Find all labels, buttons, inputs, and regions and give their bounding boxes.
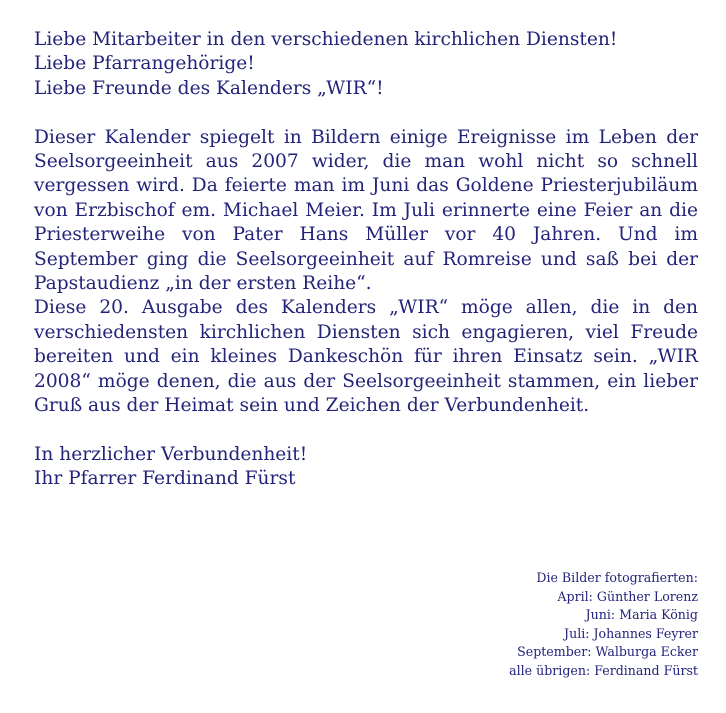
paragraph-spacer xyxy=(34,101,698,125)
photo-credit-line: April: Günther Lorenz xyxy=(557,588,698,604)
body-paragraph-events: Dieser Kalender spiegelt in Bildern einige Ereignisse im Leben der Seelsorgeeinheit aus 2007 wider, die man wohl nicht so schnell vergessen wird. Da feierte man im Juni das Goldene Priesterjubiläum von Erzbischof em. Michael Meier. Im Juli erinnerte eine Feier an die Priesterweihe von Pater Hans Müller vor 40 Jahren. Und im September ging die Seelsorgeeinheit auf Romreise und saß bei der Papstaudienz „in der ersten Reihe“. xyxy=(34,126,698,295)
photo-credit-line: Juli: Johannes Feyrer xyxy=(564,625,698,641)
photo-credit-line: September: Walburga Ecker xyxy=(517,644,698,659)
greeting-line: Liebe Freunde des Kalenders „WIR“! xyxy=(34,77,384,99)
photo-credits-heading: Die Bilder fotografierten: xyxy=(536,570,698,585)
foreword-letter xyxy=(34,28,698,492)
body-paragraph-dedication: Diese 20. Ausgabe des Kalenders „WIR“ möge allen, die in den verschiedensten kirchlichen Diensten sich engagieren, viel Freude bereiten und ein kleines Dankeschön für ihren Einsatz sein. „WIR 2008“ möge denen, die aus der Seelsorgeeinheit stammen, ein lieber Gruß aus der Heimat sein und Zeichen der Verbundenheit. xyxy=(34,297,698,417)
signature-line: Ihr Pfarrer Ferdinand Fürst xyxy=(34,468,296,490)
greeting-line: Liebe Pfarrangehörige! xyxy=(34,53,255,75)
photo-credit-line: alle übrigen: Ferdinand Fürst xyxy=(509,662,698,678)
greeting-line: Liebe Mitarbeiter in den verschiedenen kirchlichen Diensten! xyxy=(34,29,618,50)
paragraph-spacer xyxy=(34,418,698,442)
photo-credits xyxy=(509,569,698,680)
photo-credit-line: Juni: Maria König xyxy=(585,607,698,622)
closing-line: In herzlicher Verbundenheit! xyxy=(34,443,308,465)
